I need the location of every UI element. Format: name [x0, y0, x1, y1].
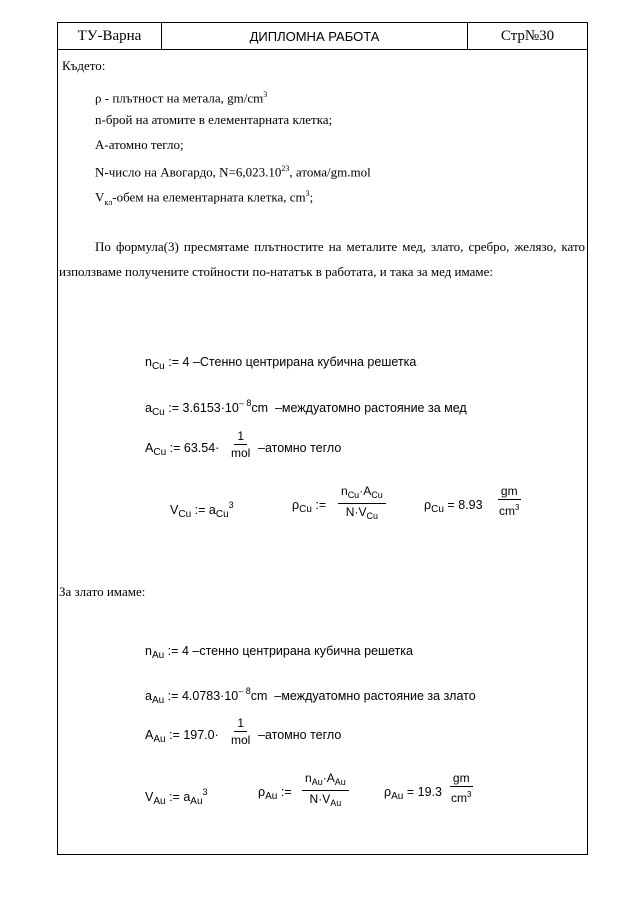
- au-rho-result-lhs: $\rho_{Au} = 19.3$: [384, 785, 442, 802]
- def-avogadro: N-число на Авогардо, $N=6,023.10^{23}$, атома/gm.mol: [95, 164, 371, 180]
- header-title: ДИПЛОМНА РАБОТА: [162, 23, 468, 49]
- where-label: Където:: [62, 58, 106, 73]
- header-page-number: Стр№30: [500, 27, 555, 44]
- au-A-fraction: 1 mol: [231, 716, 251, 747]
- def-n: n-брой на атомите в елементарната клетка;: [95, 112, 333, 127]
- cu-A-desc: –атомно тегло: [258, 441, 342, 455]
- page-header: [57, 22, 588, 50]
- au-A-lhs: $A_{Au}$ := 197.0·: [145, 728, 219, 745]
- cu-rho-unit-fraction: $\frac{gm}{cm^3}$: [499, 484, 520, 518]
- cu-volume-formula: $V_{Cu}$ := $a_{Cu}^3$: [170, 500, 234, 520]
- header-institution: ТУ-Варна: [58, 23, 162, 49]
- au-volume-formula: $V_{Au}$ := $a_{Au}^3$: [145, 787, 208, 807]
- formula-paragraph: По формула(3) пресмятаме плътностите на металите мед, злато, сребро, желязо, като използваме получените стойности по-нататък в работата, и така за мед имаме:: [59, 239, 585, 279]
- cu-rho-fraction: $n_{Cu}\cdot A_{Cu}$ $N\cdot V_{Cu}$: [338, 484, 386, 523]
- cu-rho-result-lhs: $\rho_{Cu} = 8.93$: [424, 498, 483, 515]
- au-a-line: $a_{Au}$ := $4.0783\cdot 10^{- 8}cm$ –междуатомно растояние за злато: [145, 686, 476, 706]
- cu-a-line: $a_{Cu}$ := $3.6153\cdot 10^{- 8}cm$ –междуатомно растояние за мед: [145, 398, 467, 418]
- au-A-desc: –атомно тегло: [258, 728, 342, 742]
- def-volume: $V_{кл}$-обем на елементарната клетка, $cm^3$;: [95, 189, 314, 207]
- cu-A-fraction: 1 mol: [231, 429, 251, 460]
- gold-intro: За злато имаме:: [59, 584, 146, 599]
- au-rho-unit-fraction: $\frac{gm}{cm^3}$: [451, 771, 472, 805]
- def-rho: ρ - плътност на метала, $gm/cm^3$: [95, 90, 268, 106]
- au-rho-lhs: $\rho_{Au}$ :=: [258, 785, 292, 802]
- cu-A-lhs: $A_{Cu}$ := 63.54·: [145, 441, 220, 458]
- cu-rho-lhs: $\rho_{Cu}$ :=: [292, 498, 327, 515]
- au-rho-fraction: $n_{Au}\cdot A_{Au}$ $N\cdot V_{Au}$: [302, 771, 349, 810]
- au-n-line: $n_{Au}$ := 4 –стенно центрирана кубична решетка: [145, 644, 413, 661]
- cu-n-line: $n_{Cu}$ := 4 –Стенно центрирана кубична решетка: [145, 355, 417, 372]
- def-a: A-атомно тегло;: [95, 137, 184, 152]
